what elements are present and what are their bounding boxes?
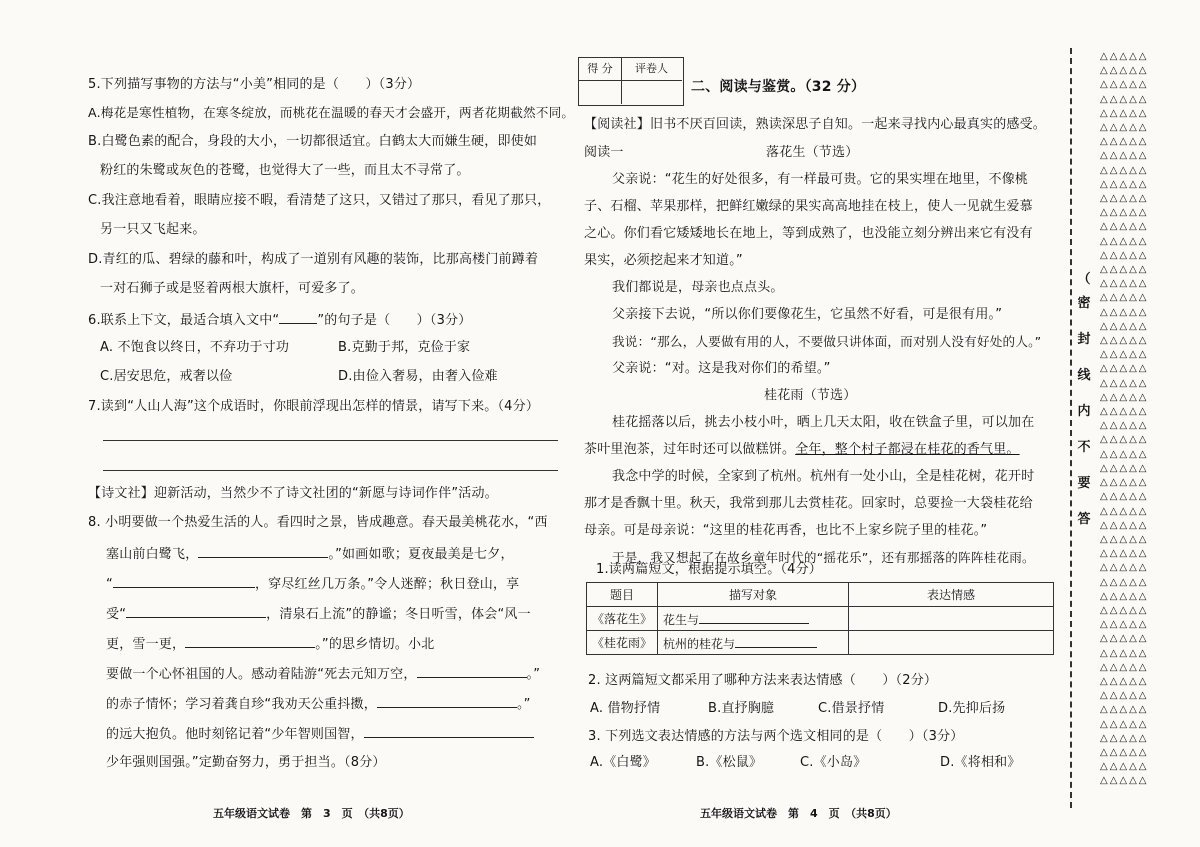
q8-line-5: 更，雪一更， 。”的思乡情切。小北 [106, 634, 434, 654]
reading-one-title: 落花生（节选） [766, 145, 859, 160]
table-row [587, 607, 1054, 631]
p3: 父亲接下去说，“所以你们要像花生，它虽然不好看，可是很有用。” [612, 307, 1003, 322]
q5-option-d-line2: 一对石狮子或是竖着两根大旗杆，可爱多了。 [100, 281, 365, 296]
p1-line-1: 父亲说：“花生的好处很多，有一样最可贵。它的果实埋在地里，不像桃 [612, 172, 1029, 187]
seal-char: 线 [1077, 368, 1091, 383]
table-cell-emotion [849, 631, 1054, 655]
q8-line-7: 的赤子情怀；学习着龚自珍“我劝天公重抖擞， 。” [106, 694, 531, 714]
q8-line-1: 8. 小明要做一个热爱生活的人。看四时之景，皆成趣意。春天最美桃花水，“西 [88, 515, 548, 530]
section-title: 二、阅读与鉴赏。（32 分） [691, 79, 866, 95]
score-label: 得 分 [579, 58, 622, 81]
g3: 于是，我又想起了在故乡童年时代的“摇花乐”，还有那摇落的阵阵桂花雨。 [612, 550, 1035, 565]
seal-char: 要 [1077, 476, 1091, 491]
g1-line-2: 茶叶里泡茶，过年时还可以做糕饼。全年，整个村子都浸在桂花的香气里。 [584, 442, 1020, 457]
q1-stem: 1.读两篇短文，根据提示填空。（4分） [596, 562, 822, 577]
table-blank [735, 634, 817, 648]
seal-char: （ [1077, 272, 1091, 287]
q8-blank-4 [185, 634, 315, 648]
p1-line-2: 子、石榴、苹果那样，把鲜红嫩绿的果实高高地挂在枝上，使人一见就生爱慕 [584, 199, 1033, 214]
fill-in-table [586, 582, 1054, 655]
right-page [578, 0, 1058, 847]
q8-blank-2 [113, 574, 255, 588]
table-header: 题目 [587, 583, 658, 607]
p5: 父亲说：“对。这是我对你们的希望。” [612, 361, 831, 376]
q8-blank-6 [377, 694, 517, 708]
table-cell-emotion [849, 607, 1054, 631]
q8-line-3: “ ，穿尽红丝几万条。”令人迷醉；秋日登山，享 [106, 574, 519, 594]
q7-answer-line-2 [103, 470, 558, 471]
left-page [88, 0, 575, 847]
table-header: 描写对象 [658, 583, 849, 607]
seal-char: 内 [1077, 404, 1091, 419]
table-cell-object: 杭州的桂花与 [658, 631, 849, 655]
q8-blank-1 [198, 544, 328, 558]
q5-option-d-line1: D.青红的瓜、碧绿的藤和叶，构成了一道别有风趣的装饰，比那高楼门前蹲着 [88, 252, 539, 267]
table-row [587, 631, 1054, 655]
q7-answer-line-1 [103, 440, 558, 441]
left-page-footer: 五年级语文试卷 第 3 页 （共8页） [213, 807, 410, 820]
q5-option-c-line1: C.我注意地看着，眼睛应接不暇，看清楚了这只，又错过了那只，看见了那只， [88, 193, 551, 208]
poetry-club-intro: 【诗文社】迎新活动，当然少不了诗文社团的“新愿与诗词作伴”活动。 [88, 486, 498, 501]
q8-line-6: 要做一个心怀祖国的人。感动着陆游“死去元知万空， 。” [106, 664, 540, 684]
q3-option-a: A.《白鹭》 [590, 755, 656, 770]
q5-option-b-line1: B.白鹭色素的配合，身段的大小，一切都很适宜。白鹤太大而嫌生硬，即使如 [88, 134, 538, 149]
table-blank [699, 610, 809, 624]
g2-line-2: 那才是香飘十里。秋天，我常到那儿去赏桂花。回家时，总要捡一大袋桂花给 [584, 496, 1033, 511]
q6-option-d: D.由俭入奢易，由奢入俭难 [338, 369, 498, 384]
reading-two-title: 桂花雨（节选） [764, 388, 857, 403]
q6-option-c: C.居安思危，戒奢以俭 [100, 369, 233, 384]
q3-option-d: D.《将相和》 [940, 755, 1021, 770]
table-cell-object: 花生与 [658, 607, 849, 631]
right-page-footer: 五年级语文试卷 第 4 页 （共8页） [700, 807, 897, 820]
seal-char: 密 [1077, 296, 1091, 311]
seal-char: 不 [1077, 440, 1091, 455]
q2-option-d: D.先抑后扬 [938, 701, 1006, 716]
g2-line-1: 我念中学的时候，全家到了杭州。杭州有一处小山，全是桂花树，花开时 [612, 469, 1035, 484]
q6-blank [279, 310, 317, 324]
reading-one-label: 阅读一 [584, 145, 624, 160]
q5-option-b-line2: 粉红的朱鹭或灰色的苍鹭，也觉得大了一些，而且太不寻常了。 [100, 163, 470, 178]
table-cell-title: 《桂花雨》 [587, 631, 658, 655]
q5-option-c-line2: 另一只又飞起来。 [100, 222, 206, 237]
q8-line-4: 受“ ，清泉石上流”的静谧；冬日听雪，体会“风一 [106, 604, 531, 624]
reading-club-intro: 【阅读社】旧书不厌百回读，熟读深思子自知。一起来寻找内心最真实的感受。 [584, 117, 1047, 132]
g2-line-3: 母亲。可是母亲说：“这里的桂花再香，也比不上家乡院子里的桂花。” [584, 523, 988, 538]
seal-dashed-line [1070, 48, 1072, 808]
table-header: 表达情感 [849, 583, 1054, 607]
p2: 我们都说是，母亲也点点头。 [612, 280, 784, 295]
q2-option-a: A. 借物抒情 [590, 701, 661, 716]
q2-option-c: C.借景抒情 [818, 701, 885, 716]
table-header-row [587, 583, 1054, 607]
q8-blank-5 [417, 664, 527, 678]
q8-blank-3 [126, 604, 266, 618]
q2-stem: 2. 这两篇短文都采用了哪种方法来表达情感（ ）（2分） [588, 673, 938, 688]
p4: 我说：“那么，人要做有用的人，不要做只讲体面，而对别人没有好处的人。” [612, 334, 1042, 349]
q8-line-2: 塞山前白鹭飞， 。”如画如歌；夏夜最美是七夕， [106, 544, 514, 564]
seal-char: 答 [1077, 512, 1091, 527]
q8-line-8: 的远大抱负。他时刻铭记着“少年智则国智， [106, 724, 534, 744]
decorative-triangle-border: △△△△△ △△△△△ △△△△△ △△△△△ △△△△△ △△△△△ △△△△△ △△△△△ △△△△△ △△△△△ △△△△△ △△△△△ △△△△△ △△△△△ △△△△△ △△△△△ △△△△△ △△△△△ △△△△△ △△△△△ △△△△△ △△△△△ △△△△△ △△△△△ △△△△△ △△△△△ △△△△△ △△△△△ △△△△△ △△△△△ △△△△△ △△△△△ △△△△△ △△△△△ △△△△△ △△△△△ △△△△△ △△△△△ △△△△△ △△△△△ △△△△△ △△△△△ △△△△△ △△△△△ △△△△△ △△△△△ △△△△△ △△△△△ △△△△△ △△△△△ △△△△△ △△△△△ [1100, 51, 1149, 787]
q6-option-b: B.克勤于邦，克俭于家 [338, 340, 471, 355]
q8-blank-7 [364, 724, 534, 738]
q3-stem: 3. 下列选文表达情感的方法与两个选文相同的是（ ）（3分） [588, 729, 964, 744]
q8-line-9: 少年强则国强。”定勤奋努力，勇于担当。（8分） [106, 755, 386, 770]
g1-line-1: 桂花摇落以后，挑去小枝小叶，晒上几天太阳，收在铁盒子里，可以加在 [612, 415, 1035, 430]
p1-line-3: 之心。你们看它矮矮地长在地上，等到成熟了，也没能立刻分辨出来它有没有 [584, 226, 1033, 241]
q6-option-a: A. 不饱食以终日，不弃功于寸功 [100, 340, 290, 355]
q5-stem: 5.下列描写事物的方法与“小美”相同的是（ ）（3分） [88, 77, 421, 92]
q6-stem [88, 310, 471, 330]
score-box [578, 57, 684, 106]
q6-stem-end: ”的句子是（ ）（3分） [317, 313, 472, 328]
q2-option-b: B.直抒胸臆 [708, 701, 775, 716]
q6-stem-start: 6.联系上下文，最适合填入文中“ [88, 313, 280, 328]
p1-line-4: 果实，必须挖起来才知道。” [584, 253, 743, 268]
q7-stem: 7.读到“人山人海”这个成语时，你眼前浮现出怎样的情景，请写下来。（4分） [88, 399, 540, 414]
q3-option-b: B.《松鼠》 [696, 755, 763, 770]
table-cell-title: 《落花生》 [587, 607, 658, 631]
q3-option-c: C.《小岛》 [800, 755, 867, 770]
underlined-sentence: 全年，整个村子都浸在桂花的香气里。 [795, 442, 1020, 457]
q5-option-a: A.梅花是寒性植物，在寒冬绽放，而桃花在温暖的春天才会盛开，两者花期截然不同。 [88, 105, 575, 120]
reviewer-label: 评卷人 [621, 58, 682, 81]
score-cell [579, 81, 622, 104]
seal-char: 封 [1077, 332, 1091, 347]
